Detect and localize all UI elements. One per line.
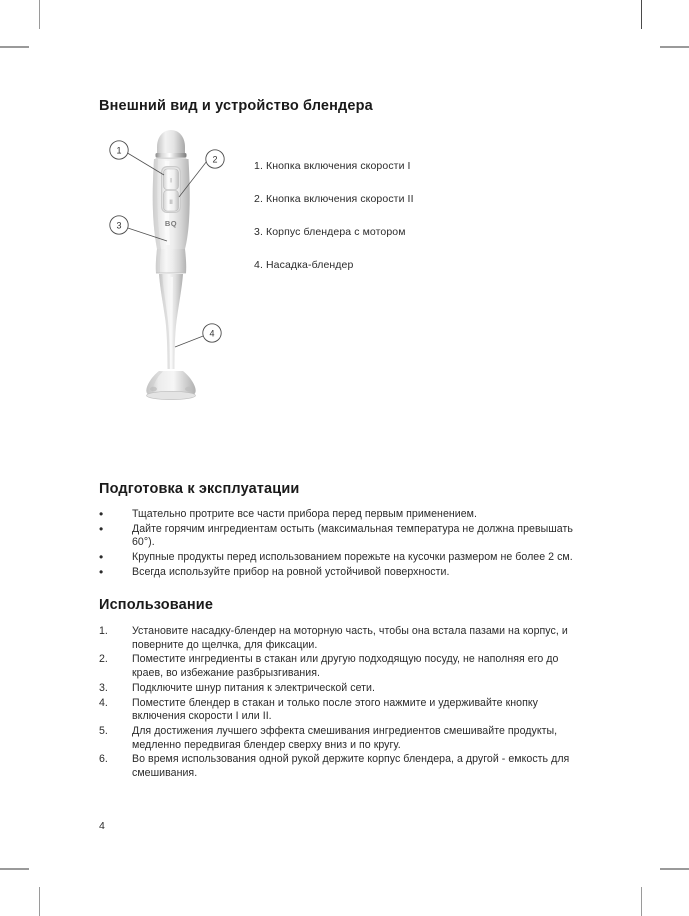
list-item-number: 2. — [99, 653, 108, 666]
svg-text:1: 1 — [116, 145, 122, 156]
list-item-text: Во время использования одной рукой держите корпус блендера, а другой - емкость для смешивания. — [132, 753, 570, 779]
bullet-icon: • — [99, 521, 104, 536]
callout-4 — [175, 324, 221, 347]
section-title-appearance: Внешний вид и устройство блендера — [99, 98, 373, 114]
brand-logo: BQ — [164, 219, 178, 228]
page-content — [99, 0, 599, 916]
speed-button-2-label: II — [169, 199, 173, 206]
list-item — [99, 682, 591, 696]
blade-guard-rim — [147, 391, 196, 399]
list-item — [99, 697, 591, 724]
list-item — [99, 625, 591, 652]
crop-mark-bottom-left-horizontal — [0, 868, 29, 870]
svg-text:4: 4 — [209, 328, 215, 339]
legend-item-3: 3. Корпус блендера с мотором — [254, 226, 406, 239]
blender-chrome-ring — [156, 153, 187, 158]
crop-mark-top-right-horizontal — [660, 46, 689, 48]
list-item — [99, 551, 591, 565]
section-title-preparation: Подготовка к эксплуатации — [99, 481, 300, 497]
list-item — [99, 566, 591, 580]
bullet-icon: • — [99, 564, 104, 579]
crop-mark-top-left-vertical — [39, 0, 40, 29]
svg-text:2: 2 — [212, 154, 218, 165]
crop-mark-top-left-horizontal — [0, 46, 29, 48]
list-item-text: Установите насадку-блендер на моторную часть, чтобы она встала пазами на корпус, и поверните до щелчка, для фиксации. — [132, 625, 568, 651]
figure-legend — [254, 160, 544, 292]
list-item-text: Всегда используйте прибор на ровной устойчивой поверхности. — [132, 565, 450, 578]
list-item-number: 4. — [99, 696, 108, 709]
list-item-text: Поместите блендер в стакан и только после этого нажмите и удерживайте кнопку включения скорости I или II. — [132, 696, 538, 723]
list-item-text: Крупные продукты перед использованием порежьте на кусочки размером не более 2 см. — [132, 551, 573, 564]
list-item-text: Подключите шнур питания к электрической сети. — [132, 681, 375, 694]
list-item — [99, 725, 591, 752]
usage-list — [99, 625, 591, 782]
list-item — [99, 653, 591, 680]
list-item-number: 1. — [99, 625, 108, 637]
preparation-list — [99, 508, 591, 581]
crop-mark-bottom-left-vertical — [39, 887, 40, 916]
list-item — [99, 508, 591, 522]
crop-mark-bottom-right-horizontal — [660, 868, 689, 870]
crop-mark-top-right-vertical — [641, 0, 642, 29]
blender-top-cap — [157, 130, 185, 155]
list-item-number: 5. — [99, 724, 108, 737]
list-item-text: Поместите ингредиенты в стакан или другую подходящую посуду, не наполняя его до краев, во избежание разбрызгивания. — [132, 653, 559, 679]
legend-item-2: 2. Кнопка включения скорости II — [254, 193, 414, 206]
legend-item-1: 1. Кнопка включения скорости I — [254, 160, 411, 172]
list-item-text: Дайте горячим ингредиентам остыть (максимальная температура не должна превышать 60°). — [132, 522, 573, 549]
list-item — [99, 523, 591, 550]
blender-diagram — [99, 125, 259, 415]
list-item-text: Тщательно протрите все части прибора перед первым применением. — [132, 508, 477, 520]
page-number: 4 — [99, 820, 105, 832]
list-item-text: Для достижения лучшего эффекта смешивания ингредиентов смешивайте продукты, медленно передвигая блендер сверху вниз и по кругу. — [132, 724, 558, 751]
list-item — [99, 753, 591, 780]
list-item-number: 3. — [99, 681, 108, 694]
section-title-usage: Использование — [99, 597, 214, 613]
legend-item-4: 4. Насадка-блендер — [254, 259, 354, 272]
bullet-icon: • — [99, 550, 104, 565]
crop-mark-bottom-right-vertical — [641, 887, 642, 916]
list-item-number: 6. — [99, 753, 108, 766]
svg-text:3: 3 — [116, 220, 122, 231]
bullet-icon: • — [99, 507, 104, 521]
speed-button-1-label: I — [170, 177, 172, 185]
